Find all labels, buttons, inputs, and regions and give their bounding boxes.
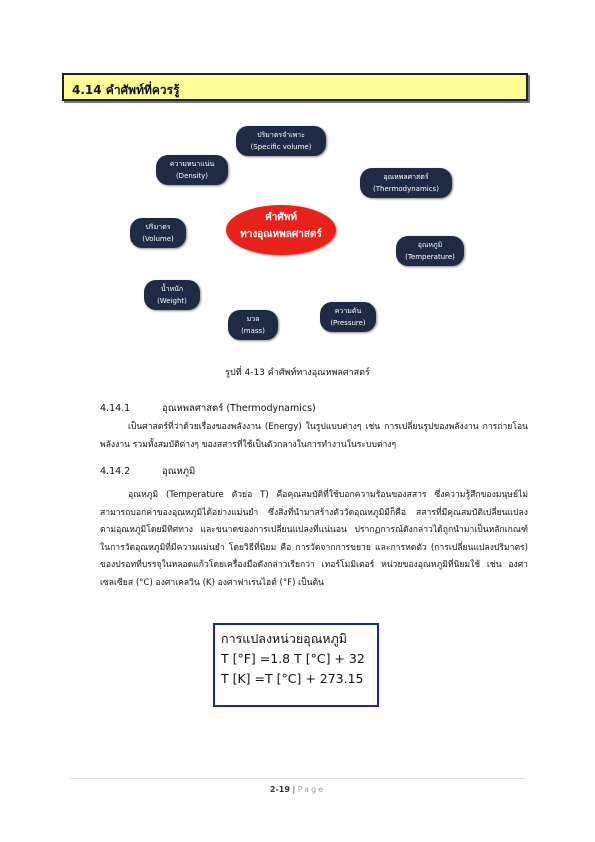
- subsection-title: อุณหพลศาสตร์ (Thermodynamics): [162, 403, 316, 414]
- subsection-number: 4.14.2: [100, 466, 131, 477]
- node-thermodynamics: อุณหพลศาสตร์ (Thermodynamics): [360, 168, 452, 198]
- terminology-diagram: [90, 118, 490, 348]
- node-density: ความหนาแน่น (Density): [156, 155, 228, 185]
- conversion-formula-box: [213, 623, 379, 707]
- node-weight: น้ำหนัก (Weight): [144, 280, 200, 310]
- paragraph-thermodynamics: เป็นศาสตร์ที่ว่าด้วยเรื่องของพลังงาน (Energy) ในรูปแบบต่างๆ เช่น การเปลี่ยนรูปของพลังงาน การถ่ายโอนพลังงาน รวมทั้งสมบัติต่างๆ ของสสารที่ใช้เป็นตัวกลางในการทำงานในระบบต่างๆ: [100, 422, 528, 450]
- footer-separator: |: [292, 785, 296, 794]
- subsection-title: อุณหภูมิ: [162, 466, 196, 477]
- paragraph-temperature: อุณหภูมิ (Temperature ตัวย่อ T) คือคุณสมบัติที่ใช้บอกความร้อนของสสาร ซึ่งความรู้สึกของมนุษย์ไม่สามารถบอกค่าของอุณหภูมิได้อย่างแม่นยำ ซึ่งสิ่งที่นำมาสร้างตัววัดอุณหภูมิมีก็คือ สสารที่มีคุณสมบัติเปลี่ยนแปลงตามอุณหภูมิโดยมีทิศทาง และขนาดของการเปลี่ยนแปลงที่แน่นอน ปรากฏการณ์ดังกล่าวได้ถูกนำมาเป็นหลักเกณฑ์ในการวัดอุณหภูมิที่มีความแม่นยำ โดยวิธีที่นิยม คือ การวัดจากการขยาย และการหดตัว (การเปลี่ยนแปลงปริมาตร) ของปรอทที่บรรจุในหลอดแก้วโดยเครื่องมือดังกล่าวเรียกว่า เทอร์โมมิเตอร์ หน่วยของอุณหภูมิที่นิยมใช้ เช่น องศาเซลเซียส (°C) องศาเคลวิน (K) องศาฟาเรนไฮต์ (°F) เป็นต้น: [100, 490, 528, 588]
- page-footer: [0, 785, 595, 794]
- formula-fahrenheit: T [°F] =1.8 T [°C] + 32: [221, 651, 365, 666]
- node-pressure: ความดัน (Pressure): [320, 302, 376, 332]
- node-volume: ปริมาตร (Volume): [130, 218, 186, 248]
- page-number: 2-19: [269, 785, 290, 794]
- subsection-number: 4.14.1: [100, 403, 131, 414]
- page-word: Page: [297, 785, 326, 794]
- section-title: 4.14 คำศัพท์ที่ควรรู้: [72, 83, 180, 97]
- formula-kelvin: T [K] =T [°C] + 273.15: [221, 671, 364, 686]
- subsection-heading-1: [100, 401, 316, 416]
- figure-caption: รูปที่ 4-13 คำศัพท์ทางอุณหพลศาสตร์: [225, 368, 370, 378]
- formula-title: การแปลงหน่วยอุณหภูมิ: [221, 631, 348, 646]
- section-header: [62, 73, 528, 101]
- footer-divider: [70, 778, 525, 779]
- node-temperature: อุณหภูมิ (Temperature): [396, 236, 464, 266]
- node-mass: มวล (mass): [228, 310, 278, 340]
- node-specific-volume: ปริมาตรจำเพาะ (Specific volume): [236, 126, 326, 156]
- subsection-heading-2: [100, 464, 195, 479]
- center-node-thermo-terms: คำศัพท์ ทางอุณหพลศาสตร์: [226, 205, 336, 255]
